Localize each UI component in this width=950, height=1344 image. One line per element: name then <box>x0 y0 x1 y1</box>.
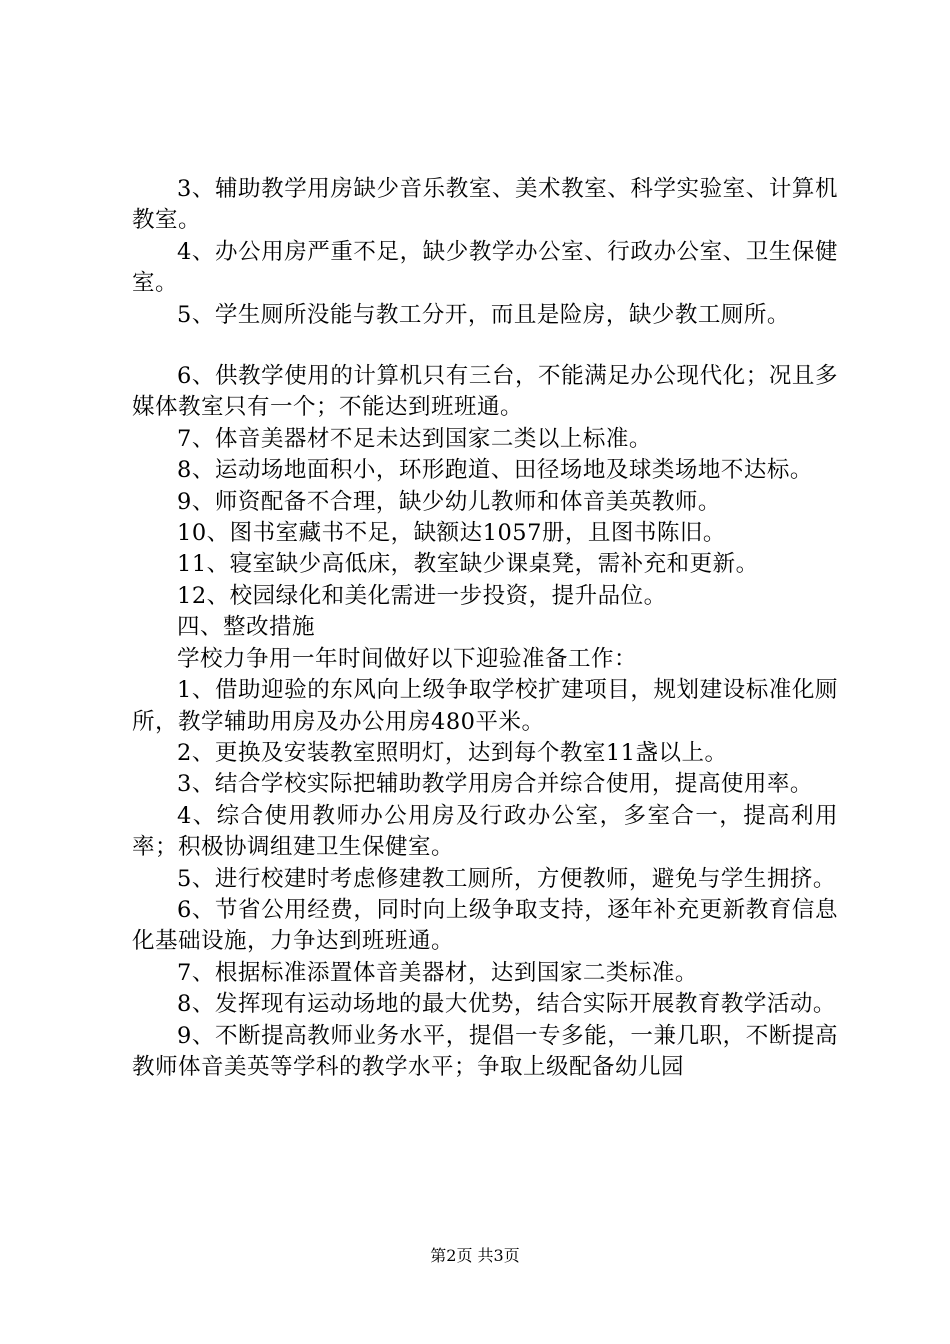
section-heading: 四、整改措施 <box>177 614 316 641</box>
paragraph: 3、辅助教学用房缺少音乐教室、美术教室、科学实验室、计算机教室。 <box>132 176 838 234</box>
document-body <box>132 174 838 1083</box>
paragraph: 1、借助迎验的东风向上级争取学校扩建项目，规划建设标准化厕所，教学辅助用房及办公用房480平米。 <box>132 677 838 735</box>
paragraph: 9、师资配备不合理，缺少幼儿教师和体音美英教师。 <box>177 488 721 515</box>
paragraph: 5、学生厕所没能与教工分开，而且是险房，缺少教工厕所。 <box>177 301 790 328</box>
paragraph: 6、节省公用经费，同时向上级争取支持，逐年补充更新教育信息化基础设施，力争达到班班通。 <box>132 896 838 955</box>
paragraph: 12、校园绿化和美化需进一步投资，提升品位。 <box>177 582 667 609</box>
paragraph: 学校力争用一年时间做好以下迎验准备工作： <box>177 645 638 672</box>
paragraph: 7、根据标准添置体音美器材，达到国家二类标准。 <box>177 959 698 986</box>
paragraph: 9、不断提高教师业务水平，提倡一专多能，一兼几职，不断提高教师体音美英等学科的教学水平；争取上级配备幼儿园 <box>132 1022 838 1080</box>
paragraph: 5、进行校建时考虑修建教工厕所，方便教师，避免与学生拥挤。 <box>177 865 836 892</box>
paragraph: 4、办公用房严重不足，缺少教学办公室、行政办公室、卫生保健室。 <box>132 238 838 297</box>
paragraph: 6、供教学使用的计算机只有三台，不能满足办公现代化；况且多媒体教室只有一个；不能达到班班通。 <box>132 363 838 421</box>
paragraph: 2、更换及安装教室照明灯，达到每个教室11盏以上。 <box>177 739 728 766</box>
paragraph: 8、发挥现有运动场地的最大优势，结合实际开展教育教学活动。 <box>177 991 836 1018</box>
paragraph: 4、综合使用教师办公用房及行政办公室，多室合一，提高利用率；积极协调组建卫生保健室。 <box>132 802 838 861</box>
paragraph: 11、寝室缺少高低床，教室缺少课桌凳，需补充和更新。 <box>177 551 759 578</box>
paragraph: 3、结合学校实际把辅助教学用房合并综合使用，提高使用率。 <box>177 771 813 798</box>
paragraph: 7、体音美器材不足未达到国家二类以上标准。 <box>177 425 652 452</box>
paragraph: 10、图书室藏书不足，缺额达1057册，且图书陈旧。 <box>177 520 726 547</box>
page-number-footer: 第2页 共3页 <box>430 1246 520 1265</box>
paragraph: 8、运动场地面积小，环形跑道、田径场地及球类场地不达标。 <box>177 457 813 484</box>
